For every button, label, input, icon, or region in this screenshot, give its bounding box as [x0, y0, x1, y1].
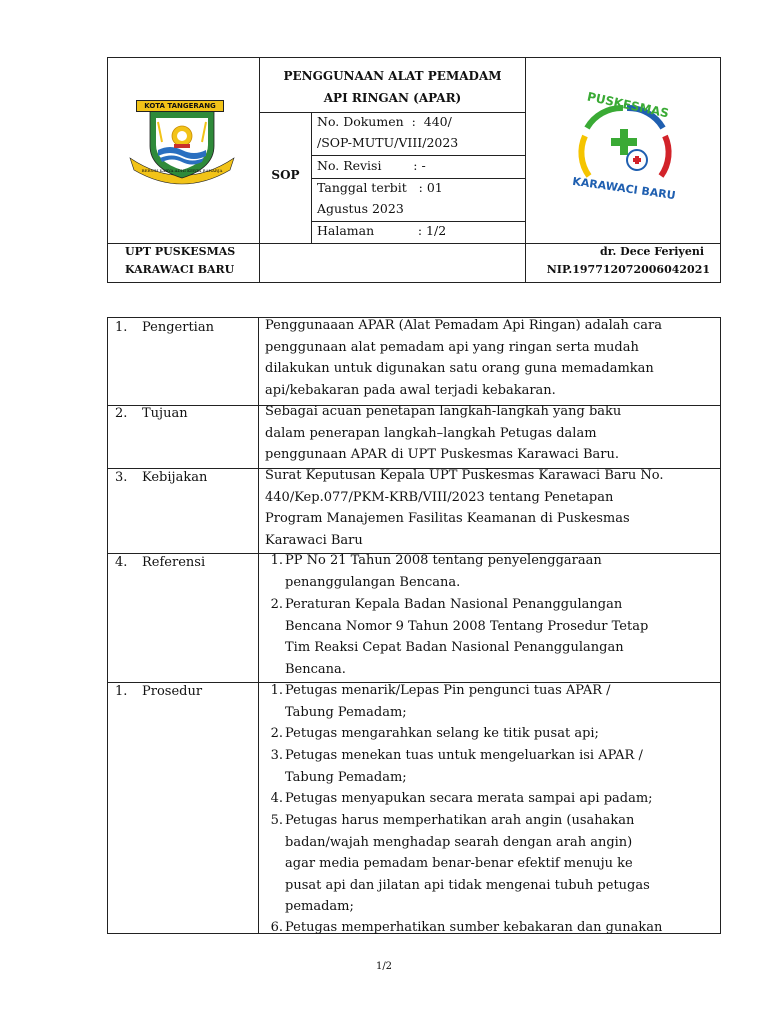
sop-label: SOP — [271, 168, 300, 182]
section-label-referensi: 4. Referensi — [115, 555, 206, 570]
section-label-prosedur: 1. Prosedur — [115, 684, 203, 699]
signer-name: dr. Dece Feriyeni — [600, 245, 704, 258]
signer-nip: NIP.197712072006042021 — [546, 263, 710, 276]
organization-line1: UPT PUSKESMAS — [125, 245, 236, 258]
document-title-line1: PENGGUNAAN ALAT PEMADAM — [283, 69, 502, 83]
prosedur-step: 5. Petugas harus memperhatikan arah angin (usahakan badan/wajah menghadap searah dengan arah angin) agar media pemadam benar-benar efektif menuju ke pusat api dan jilatan api tidak mengenai tubuh petugas pemadam; — [270, 813, 650, 914]
section-label-pengertian: 1. Pengertian — [115, 320, 214, 335]
document-title-line2: API RINGAN (APAR) — [323, 91, 462, 105]
organization-line2: KARAWACI BARU — [125, 263, 235, 276]
page-footer-number: 1/2 — [375, 961, 393, 972]
kebijakan-text: Surat Keputusan Kepala UPT Puskesmas Karawaci Baru No. 440/Kep.077/PKM-KRB/VIII/2023 tentang Penetapan Program Manajemen Fasilitas Keamanan di Puskesmas Karawaci Baru — [265, 468, 664, 548]
sop-header-table — [107, 57, 721, 283]
referensi-item: 2. Peraturan Kepala Badan Nasional Penanggulangan Bencana Nomor 9 Tahun 2008 Tentang Prosedur Tetap Tim Reaksi Cepat Badan Nasional Penanggulangan Bencana. — [270, 597, 649, 677]
logo-motto-text: BERSIH KARYA ADHI KERTA RAHARJA — [141, 168, 223, 173]
issue-date-line1: Tanggal terbit : 01 — [317, 180, 443, 195]
puskesmas-logo — [561, 89, 691, 212]
prosedur-step: 6. Petugas memperhatikan sumber kebakaran dan gunakan — [270, 920, 663, 935]
puskesmas-logo-top-text: PUSKESMAS — [585, 89, 671, 121]
prosedur-step: 3. Petugas menekan tuas untuk mengeluarkan isi APAR / Tabung Pemadam; — [270, 748, 643, 785]
doc-number-line2: /SOP-MUTU/VIII/2023 — [317, 135, 459, 150]
section-label-kebijakan: 3. Kebijakan — [115, 470, 208, 485]
logo-banner-text: KOTA TANGERANG — [136, 100, 224, 112]
pengertian-text: Penggunaaan APAR (Alat Pemadam Api Ringan) adalah cara penggunaan alat pemadam api yang ringan serta mudah dilakukan untuk digunakan satu orang guna memadamkan api/kebakaran pada awal terjadi kebakaran. — [265, 318, 663, 398]
revision-number: No. Revisi : - — [317, 158, 426, 173]
prosedur-step: 1. Petugas menarik/Lepas Pin pengunci tuas APAR / Tabung Pemadam; — [270, 683, 611, 720]
sop-content-table — [107, 317, 721, 934]
doc-number-line1: No. Dokumen : 440/ — [317, 114, 452, 129]
kota-tangerang-logo — [122, 98, 242, 188]
puskesmas-logo-bottom-text: KARAWACI BARU — [571, 174, 677, 203]
page-number: Halaman : 1/2 — [317, 223, 447, 238]
referensi-item: 1. PP No 21 Tahun 2008 tentang penyelenggaraan penanggulangan Bencana. — [270, 553, 602, 590]
tujuan-text: Sebagai acuan penetapan langkah-langkah yang baku dalam penerapan langkah–langkah Petugas dalam penggunaan APAR di UPT Puskesmas Karawaci Baru. — [265, 404, 622, 462]
section-label-tujuan: 2. Tujuan — [115, 406, 188, 421]
issue-date-line2: Agustus 2023 — [317, 201, 404, 216]
prosedur-step: 2. Petugas mengarahkan selang ke titik pusat api; — [270, 726, 599, 741]
prosedur-step: 4. Petugas menyapukan secara merata sampai api padam; — [270, 791, 653, 806]
